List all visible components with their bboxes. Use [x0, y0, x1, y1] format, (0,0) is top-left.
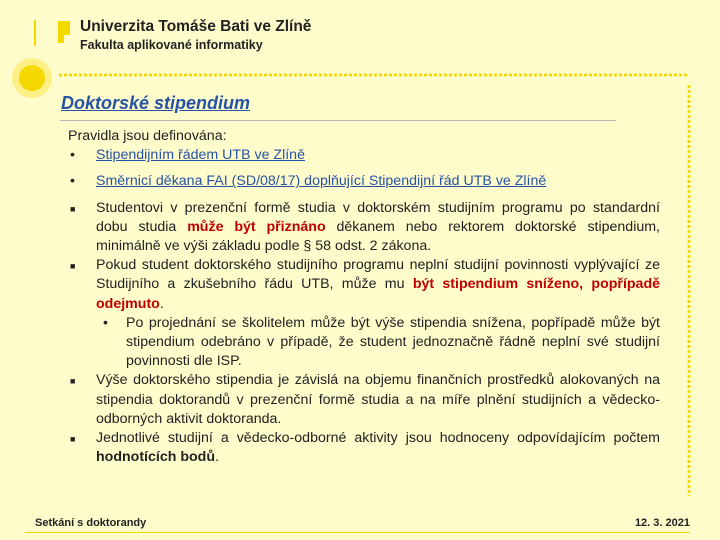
- bullet-dot-icon: •: [103, 314, 108, 331]
- link-stipend-rules[interactable]: Stipendijním řádem UTB ve Zlíně: [96, 147, 305, 164]
- list-item: [68, 429, 660, 467]
- faculty-name: Fakulta aplikované informatiky: [80, 38, 263, 52]
- bold-text: hodnotících bodů: [96, 449, 215, 466]
- footer-rule: [25, 532, 690, 533]
- bullet-text: děkanem nebo rektorem doktorské stipendium, minimálně ve výši základu podle § 58 odst. 2 zákona.: [96, 218, 660, 255]
- slide-content: [68, 127, 660, 467]
- bullet-text: .: [159, 295, 164, 312]
- bullet-dot-icon: •: [70, 147, 75, 164]
- bullet-square-icon: ■: [70, 261, 76, 272]
- bullet-text: Výše doktorského stipendia je závislá na objemu finančních prostředků alokovaných na stipendia doktorandů v prezenční formě studia a na míře plnění studijních a vědecko-odborných aktivit doktoranda.: [96, 372, 660, 427]
- header-divider: [34, 20, 36, 46]
- title-rule: [60, 120, 616, 121]
- highlight-text: být stipendium sníženo, popřípadě odejmuto: [96, 276, 661, 312]
- bullet-square-icon: ■: [70, 376, 76, 387]
- list-item: [68, 256, 660, 314]
- slide-title: Doktorské stipendium: [61, 93, 251, 113]
- link-dean-directive[interactable]: Směrnicí děkana FAI (SD/08/17) doplňující Stipendijní řád UTB ve Zlíně: [96, 173, 547, 190]
- list-item: [68, 199, 660, 257]
- bullet-text: Studentovi v prezenční formě studia v doktorském studijním programu po standardní dobu studia: [96, 199, 660, 235]
- footer-date: 12. 3. 2021: [634, 517, 690, 529]
- university-logo-icon: [58, 21, 70, 43]
- bullet-text: Jednotlivé studijní a vědecko-odborné aktivity jsou hodnoceny odpovídajícím počtem: [96, 430, 660, 447]
- bullet-text: .: [215, 449, 219, 466]
- bullet-square-icon: ■: [70, 203, 76, 214]
- intro-text: Pravidla jsou definována:: [68, 128, 227, 144]
- sub-bullet-text: Po projednání se školitelem může být výše stipendia snížena, popřípadě může být stipendium odebráno v případě, že student jednoznačně řádně neplní své studijní povinnosti dle ISP.: [126, 314, 660, 370]
- bullet-text: Pokud student doktorského studijního programu neplní studijní povinnosti vyplývající ze Studijního a zkušebního řádu UTB, může mu: [96, 257, 660, 293]
- list-item: [68, 146, 660, 165]
- decorative-circle: [19, 65, 45, 91]
- bullet-square-icon: ■: [70, 434, 76, 445]
- list-item: [68, 172, 660, 191]
- decorative-vertical-dots: [686, 84, 692, 496]
- sub-list-item: [68, 314, 660, 372]
- highlight-text: může být přiznáno: [187, 218, 326, 235]
- list-item: [68, 371, 660, 429]
- bullet-dot-icon: •: [70, 173, 75, 190]
- university-name: Univerzita Tomáše Bati ve Zlíně: [80, 18, 312, 35]
- footer-event-name: Setkání s doktorandy: [35, 517, 147, 529]
- decorative-dotted-line: [58, 73, 688, 77]
